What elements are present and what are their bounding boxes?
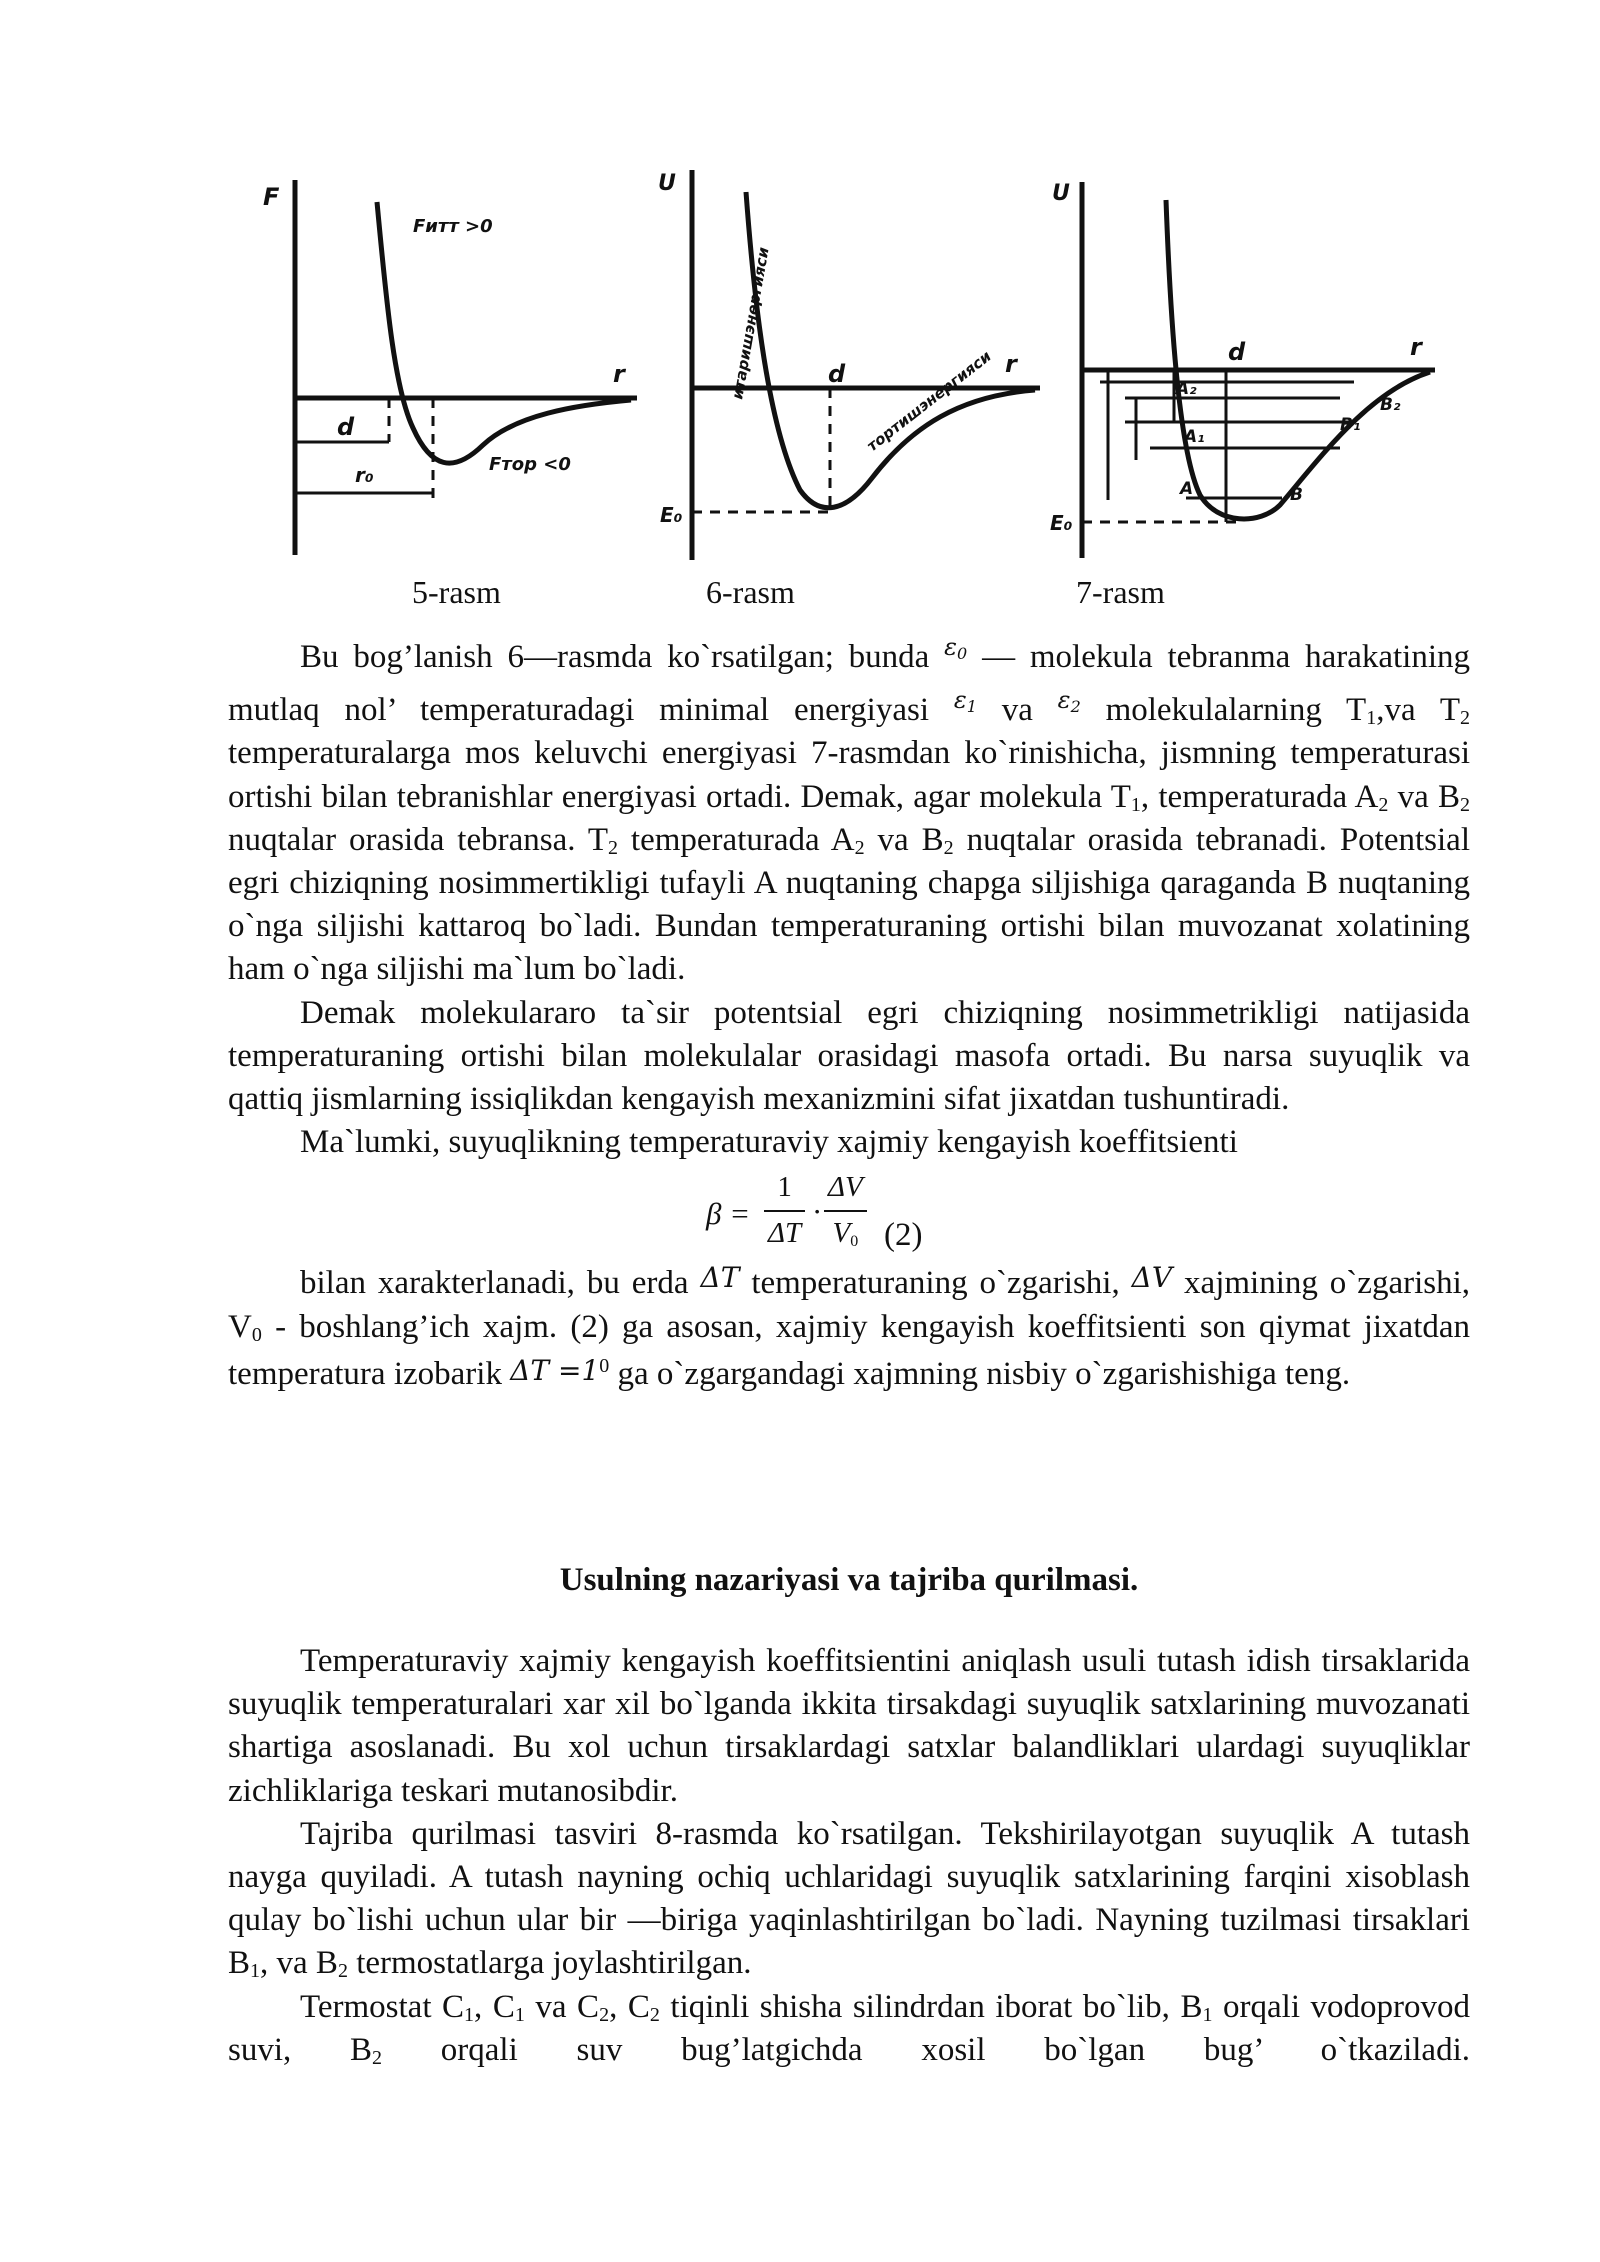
fig7-e0-label: E₀ [1050, 511, 1073, 535]
formula-2 [228, 1164, 1470, 1256]
formula-fraction-1: $\frac{1}{\Delta T}$ [764, 1166, 805, 1254]
fig5-d-label: d [337, 413, 355, 441]
text-block-lower [228, 1640, 1470, 2072]
formula-fraction-2: $\frac{\Delta V}{V_0}$ [824, 1166, 867, 1254]
fig7-potential-curve [1166, 200, 1430, 519]
fig5-x-label: r [613, 360, 625, 388]
formula-lhs: β = [706, 1196, 751, 1232]
fig6-potential-curve [746, 192, 1035, 508]
fig7-a2-label: A₂ [1176, 379, 1197, 399]
fig7-d-label: d [1228, 338, 1246, 366]
figure-7-caption: 7-rasm [1076, 574, 1165, 610]
fig5-repulsive-label: Fитт >0 [413, 216, 493, 237]
figure-5-force-graph [255, 160, 645, 570]
fig5-r0-label: r₀ [355, 463, 374, 487]
paragraph-5: Temperaturaviy xajmiy kengayish koeffitsientini aniqlash usuli tutash idish tirsaklarida suyuqlik temperaturalari xar xil bo`lganda ikkita tirsakdagi suyuqlik satxlarining muvozanati shartiga asoslanadi. Bu xol uchun tirsaklardagi satxlar balandliklari ulardagi suyuqliklar zichliklariga teskari mutanosibdir. [228, 1643, 1470, 1809]
paragraph-6: Tajriba qurilmasi tasviri 8-rasmda ko`rsatilgan. Tekshirilayotgan suyuqlik A tutash nayga quyiladi. A tutash nayning ochiq uchlaridagi suyuqlik satxlarining farqini xisoblash qulay bo`lishi uchun ular bir —biriga yaqinlashtirilgan bo`ladi. Nayning tuzilmasi tirsaklari $B_1$, va $B_2$ termostatlarga joylashtirilgan. [228, 1815, 1470, 1983]
figure-6-potential-graph [650, 160, 1040, 570]
figure-7-oscillation-graph [1050, 160, 1440, 570]
paragraph-1: Bu bog’lanish 6—rasmda ko`rsatilgan; bunda $^\varepsilon_0$ — molekula tebranma harakatining mutlaq nol’ temperaturadagi minimal energiyasi $^\varepsilon_1$ va $^\varepsilon_2$ molekulalarning $T_1,va$ $T_2$ temperaturalarga mos keluvchi energiyasi 7-rasmdan ko`rinishicha, jismning temperaturasi ortishi bilan tebranishlar energiyasi ortadi. Demak, agar molekula $T_1$, temperaturada $A_2$ va $B_2$ nuqtalar orasida tebransa. $T_2$ temperaturada $A_2$ va $B_2$ nuqtalar orasida tebranadi. Potentsial egri chiziqning nosimmertikligi tufayli A nuqtaning chapga siljishiga qaraganda B nuqtaning o`nga siljishi kattaroq bo`ladi. Bundan temperaturaning ortishi bilan muvozanat xolatining ham o`nga siljishi ma`lum bo`ladi. [228, 633, 1471, 988]
paragraph-4: bilan xarakterlanadi, bu erda ΔT temperaturaning o`zgarishi, ΔV xajmining o`zgarishi, $V_0$ - boshlang’ich xajm. (2) ga asosan, xajmiy kengayish koeffitsienti son qiymat jixatdan temperatura izobarik $\Delta T =1^0$ ga o`zgargandagi xajmning nisbiy o`zgarishishiga teng. [228, 1261, 1471, 1392]
paragraph-7: Termostat $C_1$, $C_1$ va $C_2$, $C_2$ tiqinli shisha silindrdan iborat bo`lib, $B_1$ orqali vodoprovod suvi, $B_2$ orqali suv bug’latgichda xosil bo`lgan bug’ o`tkaziladi. [228, 1988, 1471, 2069]
fig6-right-branch-label: тортишэнергияси [863, 347, 995, 456]
fig6-x-label: r [1005, 350, 1017, 378]
fig7-b1-label: B₁ [1340, 415, 1361, 435]
formula-dot: · [812, 1194, 823, 1230]
formula-number: (2) [884, 1217, 923, 1254]
fig5-y-label: F [263, 183, 280, 211]
paragraph-3: Ma`lumki, suyuqlikning temperaturaviy xajmiy kengayish koeffitsienti [300, 1124, 1238, 1161]
figure-7-svg [1050, 160, 1440, 570]
section-heading: Usulning nazariyasi va tajriba qurilmasi. [559, 1562, 1139, 1598]
fig7-x-label: r [1410, 333, 1422, 361]
fig6-d-label: d [828, 360, 846, 388]
figure-6-caption: 6-rasm [706, 574, 795, 610]
figure-5-svg [255, 160, 645, 570]
figure-5-caption: 5-rasm [412, 574, 501, 610]
fig6-e0-label: E₀ [660, 503, 683, 527]
fig5-attractive-label: Fтор <0 [489, 454, 571, 475]
fig7-y-label: U [1052, 181, 1070, 206]
fig7-a-label: A [1180, 479, 1194, 499]
text-block-upper [228, 626, 1470, 1396]
fig7-a1-label: A₁ [1184, 427, 1205, 447]
fig7-b2-label: B₂ [1380, 395, 1401, 415]
fig7-b-label: B [1290, 485, 1303, 505]
fig5-force-curve [377, 202, 631, 463]
paragraph-2: Demak molekulararo ta`sir potentsial egri chiziqning nosimmetrikligi natijasida temperaturaning ortishi bilan molekulalar orasidagi masofa ortadi. Bu narsa suyuqlik va qattiq jismlarning issiqlikdan kengayish mexanizmini sifat jixatdan tushuntiradi. [228, 994, 1470, 1118]
fig6-y-label: U [658, 171, 676, 196]
fig6-left-branch-label: итаришэнергияси [728, 245, 773, 401]
figure-6-svg [650, 160, 1040, 570]
